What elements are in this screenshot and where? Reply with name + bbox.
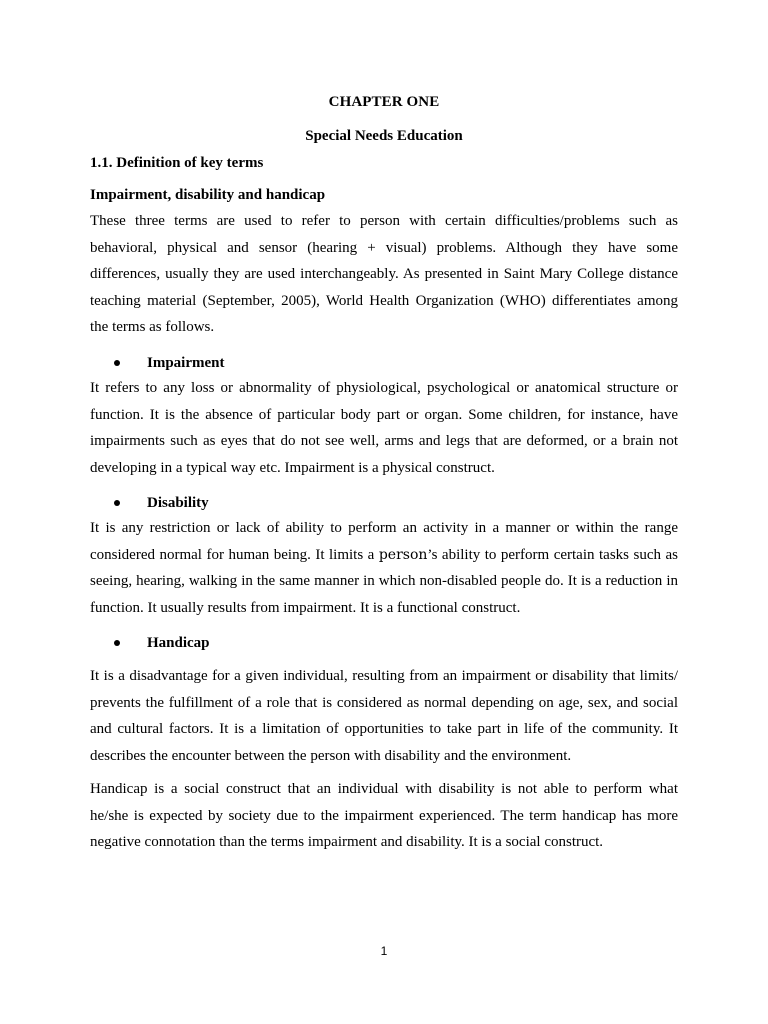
section-title: Special Needs Education — [305, 128, 463, 144]
impairment-line: It refers to any loss or abnormality of physiological, psychological or anatomical structure or — [90, 380, 678, 396]
handicap-construct-paragraph — [90, 776, 678, 856]
disability-line-part: considered normal for human being. It limits a — [90, 546, 379, 563]
intro-paragraph — [90, 208, 678, 341]
bullet-label: Handicap — [147, 635, 210, 651]
bullet-impairment — [114, 354, 225, 372]
impairment-line: function. It is the absence of particular body part or organ. Some children, for instance, have — [90, 406, 678, 423]
intro-line: These three terms are used to refer to person with certain difficulties/problems such as — [90, 213, 678, 229]
handicap-construct-line: negative connotation than the terms impairment and disability. It is a social construct. — [90, 834, 604, 850]
handicap-line: prevents the fulfillment of a role that is considered as normal depending on age, sex, and social — [90, 694, 678, 711]
disability-line: It is any restriction or lack of ability to perform an activity in a manner or within the range — [90, 520, 678, 536]
topic-heading: Impairment, disability and handicap — [90, 187, 326, 203]
disability-line-part: ’s ability to perform certain tasks such as — [427, 546, 678, 563]
disability-paragraph — [90, 515, 678, 621]
intro-line: behavioral, physical and sensor (hearing + visual) problems. Although they have some — [90, 239, 678, 256]
subsection-heading: 1.1. Definition of key terms — [90, 155, 264, 171]
handicap-construct-line: Handicap is a social construct that an individual with disability is not able to perform what — [90, 781, 678, 797]
handicap-line: describes the encounter between the person with disability and the environment. — [90, 747, 572, 764]
intro-line: the terms as follows. — [90, 319, 215, 335]
bullet-icon — [114, 640, 120, 646]
impairment-line: developing in a typical way etc. Impairment is a physical construct. — [90, 459, 495, 476]
bullet-icon — [114, 500, 120, 506]
page-number: 1 — [380, 944, 388, 958]
handicap-line: and cultural factors. It is a limitation of opportunities to take part in life of the community. It — [90, 721, 678, 737]
disability-line: seeing, hearing, walking in the same manner in which non-disabled people do. It is a reduction in — [90, 573, 678, 589]
impairment-line: impairments such as eyes that do not see well, arms and legs that are deformed, or a brain not — [90, 433, 678, 449]
disability-line — [90, 542, 678, 569]
disability-person-word: person — [378, 546, 428, 563]
intro-line: differences, usually they are used interchangeably. As presented in Saint Mary College distance — [90, 266, 678, 282]
bullet-handicap — [114, 634, 210, 652]
bullet-label: Disability — [147, 495, 209, 511]
intro-line: teaching material (September, 2005), World Health Organization (WHO) differentiates among — [90, 292, 678, 309]
handicap-line: It is a disadvantage for a given individual, resulting from an impairment or disability that limits/ — [90, 668, 678, 684]
bullet-disability — [114, 494, 209, 512]
handicap-construct-line: he/she is expected by society due to the impairment experienced. The term handicap has more — [90, 807, 678, 824]
document-page — [90, 0, 678, 1024]
bullet-icon — [114, 360, 120, 366]
chapter-title: CHAPTER ONE — [328, 94, 440, 110]
bullet-label: Impairment — [147, 355, 225, 371]
disability-line: function. It usually results from impairment. It is a functional construct. — [90, 599, 521, 616]
impairment-paragraph — [90, 375, 678, 481]
handicap-paragraph — [90, 663, 678, 769]
